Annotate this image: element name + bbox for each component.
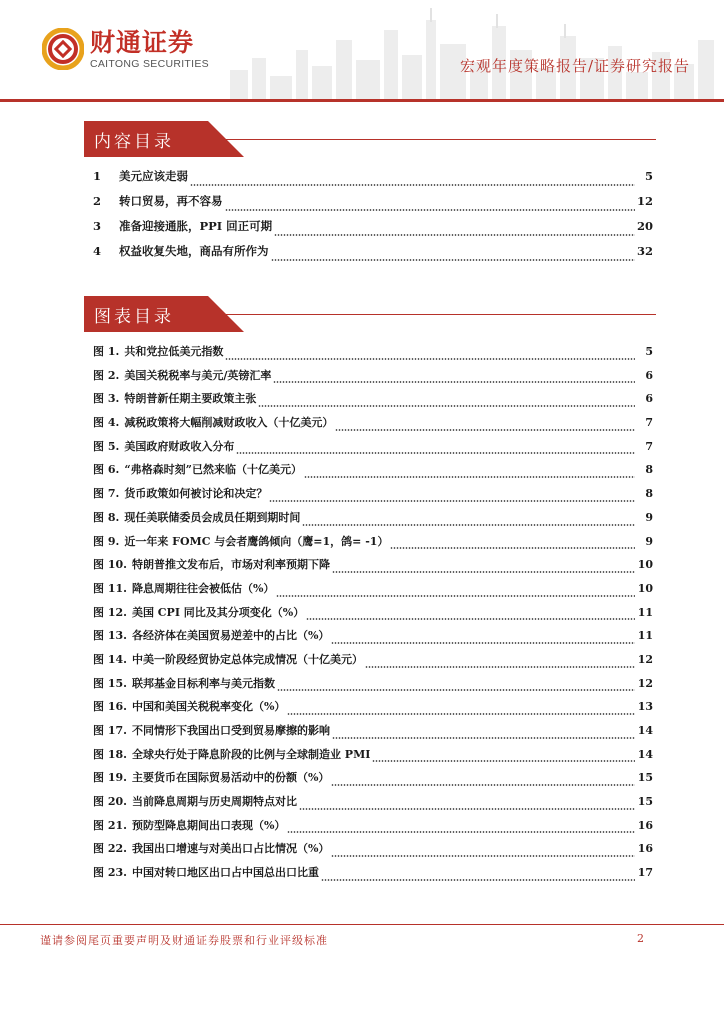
figure-entry-label: 图 19. bbox=[93, 771, 127, 785]
figure-entry-page: 15 bbox=[637, 771, 653, 785]
figure-entry-title: 货币政策如何被讨论和决定？ bbox=[124, 487, 268, 501]
toc-entry-page: 20 bbox=[637, 219, 654, 233]
page-header bbox=[0, 0, 724, 104]
dot-leader bbox=[331, 784, 635, 786]
figure-entry-title: “弗格森时刻”已然来临（十亿美元） bbox=[124, 463, 302, 477]
figure-entry-label: 图 2. bbox=[93, 368, 120, 382]
figure-entry[interactable] bbox=[93, 769, 653, 793]
figure-entry-page: 10 bbox=[637, 558, 653, 572]
figure-entry[interactable] bbox=[93, 675, 653, 699]
figures-list bbox=[93, 343, 653, 888]
figure-entry-page: 14 bbox=[637, 747, 653, 761]
figure-entry-title: 各经济体在美国贸易逆差中的占比（%） bbox=[131, 629, 330, 643]
dot-leader bbox=[299, 808, 635, 810]
figure-entry-label: 图 21. bbox=[93, 818, 127, 832]
section-divider bbox=[204, 139, 656, 140]
dot-leader bbox=[225, 358, 635, 360]
figure-entry-title: 特朗普新任期主要政策主张 bbox=[124, 392, 257, 406]
figure-entry[interactable] bbox=[93, 746, 653, 770]
figure-entry-label: 图 15. bbox=[93, 676, 127, 690]
figure-entry-page: 11 bbox=[637, 605, 653, 619]
figure-entry-title: 联邦基金目标利率与美元指数 bbox=[131, 676, 275, 690]
toc-entry-number: 2 bbox=[93, 194, 102, 208]
dot-leader bbox=[277, 689, 635, 691]
figure-entry-title: 美国 CPI 同比及其分项变化（%） bbox=[131, 605, 305, 619]
figure-entry[interactable] bbox=[93, 651, 653, 675]
page-number: 2 bbox=[637, 932, 644, 945]
figure-entry-title: 主要货币在国际贸易活动中的份额（%） bbox=[131, 771, 330, 785]
dot-leader bbox=[225, 209, 636, 211]
dot-leader bbox=[287, 713, 635, 715]
figure-entry-title: 当前降息周期与历史周期特点对比 bbox=[131, 795, 297, 809]
contents-section-header bbox=[84, 121, 656, 157]
caitong-logo bbox=[42, 28, 209, 70]
dot-leader bbox=[304, 476, 635, 478]
figure-entry[interactable] bbox=[93, 414, 653, 438]
figure-entry[interactable] bbox=[93, 533, 653, 557]
dot-leader bbox=[271, 259, 636, 261]
figure-entry-label: 图 6. bbox=[93, 463, 120, 477]
figure-entry[interactable] bbox=[93, 840, 653, 864]
toc-entry-page: 12 bbox=[637, 194, 654, 208]
dot-leader bbox=[269, 500, 635, 502]
dot-leader bbox=[332, 571, 635, 573]
logo-chinese-name: 财通证券 bbox=[90, 27, 195, 57]
figure-entry-label: 图 16. bbox=[93, 700, 127, 714]
toc-entry-page: 32 bbox=[637, 244, 654, 258]
figure-entry-title: 中国和美国关税税率变化（%） bbox=[131, 700, 286, 714]
dot-leader bbox=[332, 737, 635, 739]
figure-entry[interactable] bbox=[93, 698, 653, 722]
figure-entry-page: 11 bbox=[637, 629, 653, 643]
figure-entry-title: 降息周期往往会被低估（%） bbox=[131, 581, 275, 595]
dot-leader bbox=[276, 595, 635, 597]
figure-entry-page: 13 bbox=[637, 700, 653, 714]
toc-entry[interactable] bbox=[93, 218, 653, 243]
figure-entry-page: 12 bbox=[637, 652, 653, 666]
dot-leader bbox=[372, 760, 635, 762]
figure-entry-title: 美国政府财政收入分布 bbox=[124, 439, 235, 453]
toc-entry[interactable] bbox=[93, 243, 653, 268]
figure-entry-label: 图 4. bbox=[93, 416, 120, 430]
figure-entry-page: 9 bbox=[645, 510, 653, 524]
figure-entry-label: 图 12. bbox=[93, 605, 127, 619]
dot-leader bbox=[287, 831, 635, 833]
figure-entry-page: 16 bbox=[637, 842, 653, 856]
figure-entry-label: 图 1. bbox=[93, 345, 120, 358]
figure-entry-label: 图 9. bbox=[93, 534, 120, 548]
figure-entry-label: 图 13. bbox=[93, 629, 127, 643]
figure-entry-page: 6 bbox=[645, 392, 653, 406]
figure-entry[interactable] bbox=[93, 722, 653, 746]
figure-entry[interactable] bbox=[93, 390, 653, 414]
dot-leader bbox=[331, 855, 635, 857]
figure-entry-label: 图 11. bbox=[93, 581, 127, 595]
figure-entry-label: 图 18. bbox=[93, 747, 127, 761]
figure-entry-label: 图 22. bbox=[93, 842, 127, 856]
figure-entry[interactable] bbox=[93, 461, 653, 485]
figure-entry-label: 图 5. bbox=[93, 439, 120, 453]
dot-leader bbox=[331, 642, 635, 644]
figure-entry-page: 15 bbox=[637, 795, 653, 809]
figure-entry-title: 中国对转口地区出口占中国总出口比重 bbox=[131, 866, 319, 880]
report-type-label: 宏观年度策略报告/证券研究报告 bbox=[459, 57, 690, 75]
figures-section-header bbox=[84, 296, 656, 332]
figure-entry[interactable] bbox=[93, 580, 653, 604]
figure-entry-label: 图 23. bbox=[93, 866, 127, 880]
dot-leader bbox=[365, 666, 635, 668]
figures-title: 图表目录 bbox=[94, 307, 174, 327]
figure-entry-title: 现任美联储委员会成员任期到期时间 bbox=[124, 510, 301, 524]
toc-entry-number: 1 bbox=[93, 169, 102, 183]
dot-leader bbox=[390, 547, 635, 549]
figure-entry-page: 7 bbox=[645, 416, 653, 430]
figure-entry[interactable] bbox=[93, 509, 653, 533]
dot-leader bbox=[306, 618, 635, 620]
toc-entry-number: 4 bbox=[93, 244, 102, 258]
dot-leader bbox=[190, 184, 635, 186]
figure-entry[interactable] bbox=[93, 367, 653, 391]
figure-entry-title: 减税政策将大幅削减财政收入（十亿美元） bbox=[124, 416, 334, 430]
figure-entry[interactable] bbox=[93, 793, 653, 817]
dot-leader bbox=[258, 405, 635, 407]
figure-entry-page: 7 bbox=[645, 439, 653, 453]
dot-leader bbox=[273, 381, 635, 383]
figure-entry[interactable] bbox=[93, 864, 653, 888]
logo-english-name: CAITONG SECURITIES bbox=[90, 57, 209, 70]
figure-entry-title: 不同情形下我国出口受到贸易摩擦的影响 bbox=[131, 724, 330, 737]
dot-leader bbox=[236, 452, 635, 454]
figure-entry-label: 图 10. bbox=[93, 558, 127, 572]
dot-leader bbox=[302, 524, 635, 526]
figure-entry-title: 全球央行处于降息阶段的比例与全球制造业 PMI bbox=[131, 747, 371, 761]
contents-list bbox=[93, 168, 653, 268]
figure-entry-page: 5 bbox=[645, 345, 653, 358]
figure-entry-page: 17 bbox=[637, 866, 653, 880]
toc-entry-title: 权益收复失地，商品有所作为 bbox=[119, 244, 269, 258]
toc-entry-page: 5 bbox=[644, 169, 653, 183]
toc-entry[interactable] bbox=[93, 168, 653, 193]
figure-entry-title: 共和党拉低美元指数 bbox=[124, 345, 224, 358]
figure-entry[interactable] bbox=[93, 556, 653, 580]
dot-leader bbox=[335, 429, 635, 431]
figure-entry-title: 中美一阶段经贸协定总体完成情况（十亿美元） bbox=[131, 652, 363, 666]
figure-entry-title: 预防型降息期间出口表现（%） bbox=[131, 818, 286, 832]
figure-entry-title: 美国关税税率与美元/英镑汇率 bbox=[124, 368, 272, 382]
figure-entry-label: 图 17. bbox=[93, 724, 127, 737]
figure-entry-page: 8 bbox=[645, 463, 653, 477]
section-divider bbox=[204, 314, 656, 315]
figure-entry-label: 图 7. bbox=[93, 487, 120, 501]
figure-entry-page: 9 bbox=[645, 534, 653, 548]
figure-entry-label: 图 20. bbox=[93, 795, 127, 809]
figure-entry[interactable] bbox=[93, 343, 653, 367]
toc-entry-title: 转口贸易，再不容易 bbox=[119, 194, 223, 208]
toc-entry-title: 准备迎接通胀，PPI 回正可期 bbox=[119, 219, 273, 233]
toc-entry[interactable] bbox=[93, 193, 653, 218]
toc-entry-title: 美元应该走弱 bbox=[119, 169, 188, 183]
figure-entry-page: 12 bbox=[637, 676, 653, 690]
figure-entry[interactable] bbox=[93, 485, 653, 509]
figure-entry-page: 6 bbox=[645, 368, 653, 382]
contents-title: 内容目录 bbox=[94, 132, 174, 152]
figure-entry[interactable] bbox=[93, 627, 653, 651]
figure-entry-title: 近一年来 FOMC 与会者鹰鸽倾向（鹰=1，鸽= -1） bbox=[124, 534, 389, 548]
figure-entry-label: 图 14. bbox=[93, 652, 127, 666]
caitong-coin-logo-icon bbox=[42, 28, 84, 70]
figure-entry-label: 图 8. bbox=[93, 510, 120, 524]
figure-entry-page: 8 bbox=[645, 487, 653, 501]
figure-entry-title: 特朗普推文发布后，市场对利率预期下降 bbox=[131, 558, 330, 572]
dot-leader bbox=[274, 234, 635, 236]
figure-entry-label: 图 3. bbox=[93, 392, 120, 406]
dot-leader bbox=[321, 879, 635, 881]
footer-divider bbox=[0, 924, 724, 925]
figure-entry-page: 16 bbox=[637, 818, 653, 832]
figure-entry[interactable] bbox=[93, 438, 653, 462]
figure-entry-title: 我国出口增速与对美出口占比情况（%） bbox=[131, 842, 330, 856]
figure-entry[interactable] bbox=[93, 817, 653, 841]
toc-entry-number: 3 bbox=[93, 219, 102, 233]
figure-entry-page: 14 bbox=[637, 724, 653, 737]
footer-disclaimer: 谨请参阅尾页重要声明及财通证券股票和行业评级标准 bbox=[40, 934, 328, 947]
header-divider bbox=[0, 99, 724, 102]
figure-entry-page: 10 bbox=[637, 581, 653, 595]
figure-entry[interactable] bbox=[93, 604, 653, 628]
